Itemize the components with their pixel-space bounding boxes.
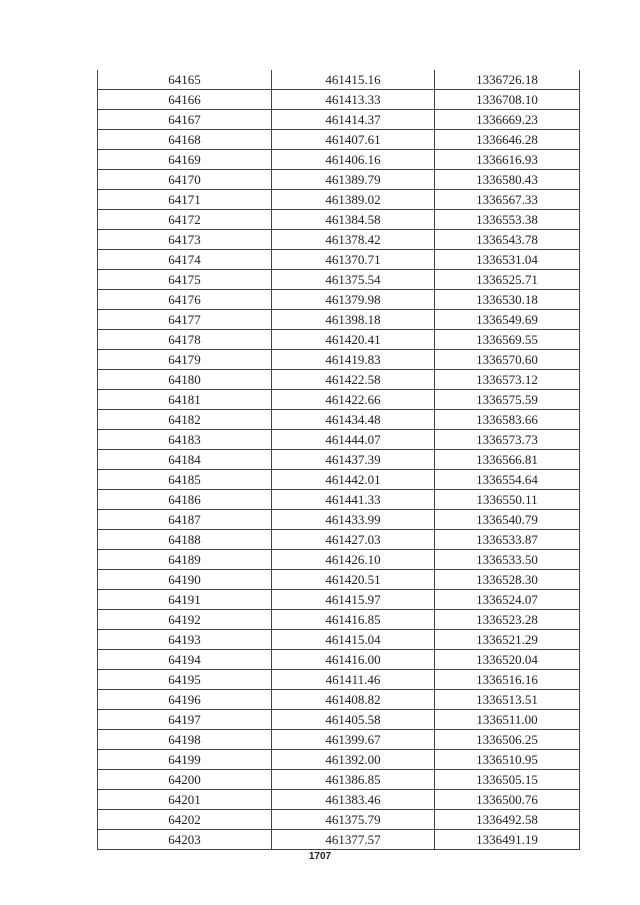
- point-id-cell: 64180: [98, 370, 272, 390]
- table-row: [98, 650, 580, 670]
- point-id-cell: 64175: [98, 270, 272, 290]
- x-coordinate-cell: 461426.10: [272, 550, 435, 570]
- x-coordinate-cell: 461392.00: [272, 750, 435, 770]
- y-coordinate-cell: 1336510.95: [435, 750, 580, 770]
- y-coordinate-cell: 1336523.28: [435, 610, 580, 630]
- table-row: [98, 490, 580, 510]
- y-coordinate-cell: 1336726.18: [435, 70, 580, 90]
- point-id-cell: 64166: [98, 90, 272, 110]
- table-row: [98, 530, 580, 550]
- table-row: [98, 770, 580, 790]
- point-id-cell: 64190: [98, 570, 272, 590]
- point-id-cell: 64171: [98, 190, 272, 210]
- point-id-cell: 64194: [98, 650, 272, 670]
- point-id-cell: 64167: [98, 110, 272, 130]
- table-row: [98, 70, 580, 90]
- table-row: [98, 270, 580, 290]
- y-coordinate-cell: 1336616.93: [435, 150, 580, 170]
- y-coordinate-cell: 1336511.00: [435, 710, 580, 730]
- x-coordinate-cell: 461415.97: [272, 590, 435, 610]
- table-row: [98, 610, 580, 630]
- y-coordinate-cell: 1336533.50: [435, 550, 580, 570]
- y-coordinate-cell: 1336569.55: [435, 330, 580, 350]
- y-coordinate-cell: 1336524.07: [435, 590, 580, 610]
- y-coordinate-cell: 1336521.29: [435, 630, 580, 650]
- point-id-cell: 64185: [98, 470, 272, 490]
- y-coordinate-cell: 1336549.69: [435, 310, 580, 330]
- x-coordinate-cell: 461379.98: [272, 290, 435, 310]
- point-id-cell: 64196: [98, 690, 272, 710]
- x-coordinate-cell: 461441.33: [272, 490, 435, 510]
- point-id-cell: 64172: [98, 210, 272, 230]
- table-row: [98, 290, 580, 310]
- y-coordinate-cell: 1336531.04: [435, 250, 580, 270]
- x-coordinate-cell: 461389.02: [272, 190, 435, 210]
- table-row: [98, 670, 580, 690]
- table-row: [98, 430, 580, 450]
- table-row: [98, 750, 580, 770]
- x-coordinate-cell: 461406.16: [272, 150, 435, 170]
- x-coordinate-cell: 461389.79: [272, 170, 435, 190]
- table-row: [98, 830, 580, 850]
- point-id-cell: 64178: [98, 330, 272, 350]
- x-coordinate-cell: 461415.16: [272, 70, 435, 90]
- point-id-cell: 64165: [98, 70, 272, 90]
- point-id-cell: 64176: [98, 290, 272, 310]
- x-coordinate-cell: 461377.57: [272, 830, 435, 850]
- x-coordinate-cell: 461375.79: [272, 810, 435, 830]
- point-id-cell: 64200: [98, 770, 272, 790]
- point-id-cell: 64198: [98, 730, 272, 750]
- point-id-cell: 64193: [98, 630, 272, 650]
- y-coordinate-cell: 1336566.81: [435, 450, 580, 470]
- point-id-cell: 64168: [98, 130, 272, 150]
- table-row: [98, 730, 580, 750]
- point-id-cell: 64184: [98, 450, 272, 470]
- x-coordinate-cell: 461383.46: [272, 790, 435, 810]
- table-row: [98, 630, 580, 650]
- table-row: [98, 470, 580, 490]
- x-coordinate-cell: 461437.39: [272, 450, 435, 470]
- x-coordinate-cell: 461422.58: [272, 370, 435, 390]
- point-id-cell: 64187: [98, 510, 272, 530]
- y-coordinate-cell: 1336553.38: [435, 210, 580, 230]
- point-id-cell: 64195: [98, 670, 272, 690]
- y-coordinate-cell: 1336500.76: [435, 790, 580, 810]
- table-row: [98, 250, 580, 270]
- coordinates-table: [97, 70, 580, 850]
- table-row: [98, 310, 580, 330]
- x-coordinate-cell: 461433.99: [272, 510, 435, 530]
- coordinates-table-body: [98, 70, 580, 850]
- y-coordinate-cell: 1336570.60: [435, 350, 580, 370]
- table-row: [98, 330, 580, 350]
- table-row: [98, 790, 580, 810]
- y-coordinate-cell: 1336583.66: [435, 410, 580, 430]
- point-id-cell: 64188: [98, 530, 272, 550]
- y-coordinate-cell: 1336492.58: [435, 810, 580, 830]
- table-row: [98, 90, 580, 110]
- y-coordinate-cell: 1336520.04: [435, 650, 580, 670]
- x-coordinate-cell: 461405.58: [272, 710, 435, 730]
- x-coordinate-cell: 461414.37: [272, 110, 435, 130]
- point-id-cell: 64203: [98, 830, 272, 850]
- x-coordinate-cell: 461398.18: [272, 310, 435, 330]
- x-coordinate-cell: 461415.04: [272, 630, 435, 650]
- table-row: [98, 130, 580, 150]
- x-coordinate-cell: 461411.46: [272, 670, 435, 690]
- table-row: [98, 810, 580, 830]
- x-coordinate-cell: 461386.85: [272, 770, 435, 790]
- table-row: [98, 450, 580, 470]
- point-id-cell: 64201: [98, 790, 272, 810]
- y-coordinate-cell: 1336525.71: [435, 270, 580, 290]
- point-id-cell: 64169: [98, 150, 272, 170]
- x-coordinate-cell: 461422.66: [272, 390, 435, 410]
- x-coordinate-cell: 461407.61: [272, 130, 435, 150]
- point-id-cell: 64186: [98, 490, 272, 510]
- point-id-cell: 64202: [98, 810, 272, 830]
- point-id-cell: 64183: [98, 430, 272, 450]
- x-coordinate-cell: 461370.71: [272, 250, 435, 270]
- y-coordinate-cell: 1336669.23: [435, 110, 580, 130]
- point-id-cell: 64173: [98, 230, 272, 250]
- x-coordinate-cell: 461416.00: [272, 650, 435, 670]
- x-coordinate-cell: 461442.01: [272, 470, 435, 490]
- y-coordinate-cell: 1336554.64: [435, 470, 580, 490]
- table-row: [98, 210, 580, 230]
- y-coordinate-cell: 1336567.33: [435, 190, 580, 210]
- y-coordinate-cell: 1336513.51: [435, 690, 580, 710]
- y-coordinate-cell: 1336491.19: [435, 830, 580, 850]
- x-coordinate-cell: 461408.82: [272, 690, 435, 710]
- y-coordinate-cell: 1336550.11: [435, 490, 580, 510]
- y-coordinate-cell: 1336528.30: [435, 570, 580, 590]
- x-coordinate-cell: 461399.67: [272, 730, 435, 750]
- point-id-cell: 64192: [98, 610, 272, 630]
- x-coordinate-cell: 461416.85: [272, 610, 435, 630]
- point-id-cell: 64179: [98, 350, 272, 370]
- point-id-cell: 64174: [98, 250, 272, 270]
- y-coordinate-cell: 1336573.12: [435, 370, 580, 390]
- table-row: [98, 410, 580, 430]
- table-row: [98, 510, 580, 530]
- x-coordinate-cell: 461384.58: [272, 210, 435, 230]
- x-coordinate-cell: 461434.48: [272, 410, 435, 430]
- point-id-cell: 64181: [98, 390, 272, 410]
- table-row: [98, 550, 580, 570]
- y-coordinate-cell: 1336505.15: [435, 770, 580, 790]
- y-coordinate-cell: 1336530.18: [435, 290, 580, 310]
- y-coordinate-cell: 1336580.43: [435, 170, 580, 190]
- point-id-cell: 64177: [98, 310, 272, 330]
- y-coordinate-cell: 1336540.79: [435, 510, 580, 530]
- point-id-cell: 64191: [98, 590, 272, 610]
- table-row: [98, 170, 580, 190]
- table-row: [98, 390, 580, 410]
- point-id-cell: 64182: [98, 410, 272, 430]
- table-row: [98, 590, 580, 610]
- point-id-cell: 64189: [98, 550, 272, 570]
- x-coordinate-cell: 461420.51: [272, 570, 435, 590]
- y-coordinate-cell: 1336516.16: [435, 670, 580, 690]
- table-row: [98, 190, 580, 210]
- table-row: [98, 110, 580, 130]
- x-coordinate-cell: 461419.83: [272, 350, 435, 370]
- y-coordinate-cell: 1336573.73: [435, 430, 580, 450]
- y-coordinate-cell: 1336708.10: [435, 90, 580, 110]
- table-row: [98, 570, 580, 590]
- y-coordinate-cell: 1336575.59: [435, 390, 580, 410]
- x-coordinate-cell: 461378.42: [272, 230, 435, 250]
- table-row: [98, 150, 580, 170]
- table-row: [98, 370, 580, 390]
- y-coordinate-cell: 1336543.78: [435, 230, 580, 250]
- x-coordinate-cell: 461420.41: [272, 330, 435, 350]
- y-coordinate-cell: 1336506.25: [435, 730, 580, 750]
- table-row: [98, 690, 580, 710]
- point-id-cell: 64170: [98, 170, 272, 190]
- x-coordinate-cell: 461375.54: [272, 270, 435, 290]
- table-row: [98, 350, 580, 370]
- x-coordinate-cell: 461413.33: [272, 90, 435, 110]
- table-row: [98, 710, 580, 730]
- x-coordinate-cell: 461444.07: [272, 430, 435, 450]
- y-coordinate-cell: 1336646.28: [435, 130, 580, 150]
- y-coordinate-cell: 1336533.87: [435, 530, 580, 550]
- table-row: [98, 230, 580, 250]
- page-number: 1707: [308, 851, 332, 862]
- x-coordinate-cell: 461427.03: [272, 530, 435, 550]
- point-id-cell: 64197: [98, 710, 272, 730]
- point-id-cell: 64199: [98, 750, 272, 770]
